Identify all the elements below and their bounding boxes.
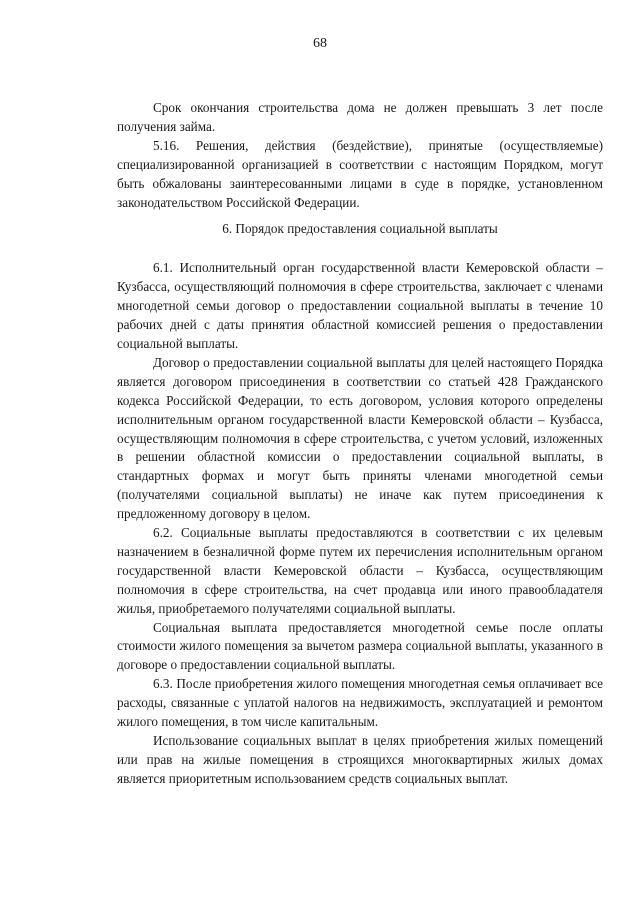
paragraph-construction-term: Срок окончания строительства дома не должен превышать 3 лет после получения займа. [117,100,603,134]
section-heading: 6. Порядок предоставления социальной выплаты [222,221,498,237]
paragraph-6-1: 6.1. Исполнительный орган государственной власти Кемеровской области – Кузбасса, осуществляющий полномочия в сфере строительства, заключает с членами многодетной семьи договор о предоставлении социальной выплаты в течение 10 рабочих дней с даты принятия областной комиссией решения о предоставлении социальной выплаты. [117,260,603,351]
paragraph-payment-after: Социальная выплата предоставляется многодетной семье после оплаты стоимости жилого помещения за вычетом размера социальной выплаты, указанного в договоре о предоставлении социальной выплаты. [117,619,603,673]
paragraph-5-16: 5.16. Решения, действия (бездействие), принятые (осуществляемые) специализированной организацией в соответствии с настоящим Порядком, могут быть обжалованы заинтересованными лицами в суде в порядке, установленном законодательством Российской Федерации. [117,137,603,210]
paragraph-priority-use: Использование социальных выплат в целях приобретения жилых помещений или прав на жилые помещения в строящихся многоквартирных жилых домах является приоритетным использованием средств социальных выплат. [117,733,603,786]
paragraph-accession-contract: Договор о предоставлении социальной выплаты для целей настоящего Порядка является договором присоединения в соответствии со статьей 428 Гражданского кодекса Российской Федерации, то есть договором, условия которого определены исполнительным органом государственной власти Кемеровской области – Кузбасса, осуществляющим полномочия в сфере строительства, с учетом условий, изложенных в решении областной комиссии о предоставлении социальной выплаты, в стандартных формах и могут быть приняты членами многодетной семьи (получателями социальной выплаты) не иначе как путем присоединения к предложенному договору в целом. [117,354,603,522]
page-number: 68 [313,36,327,51]
paragraph-6-2: 6.2. Социальные выплаты предоставляются в соответствии с их целевым назначением в безналичной форме путем их перечисления исполнительным органом государственной власти Кемеровской области – Кузбасса, осуществляющим полномочия в сфере строительства, на счет продавца или иного правообладателя жилья, приобретаемого получателями социальной выплаты. [117,525,603,616]
paragraph-6-3: 6.3. После приобретения жилого помещения многодетная семья оплачивает все расходы, связанные с уплатой налогов на недвижимость, эксплуатацией и ремонтом жилого помещения, в том числе капитальным. [117,676,603,730]
document-body [117,99,603,789]
